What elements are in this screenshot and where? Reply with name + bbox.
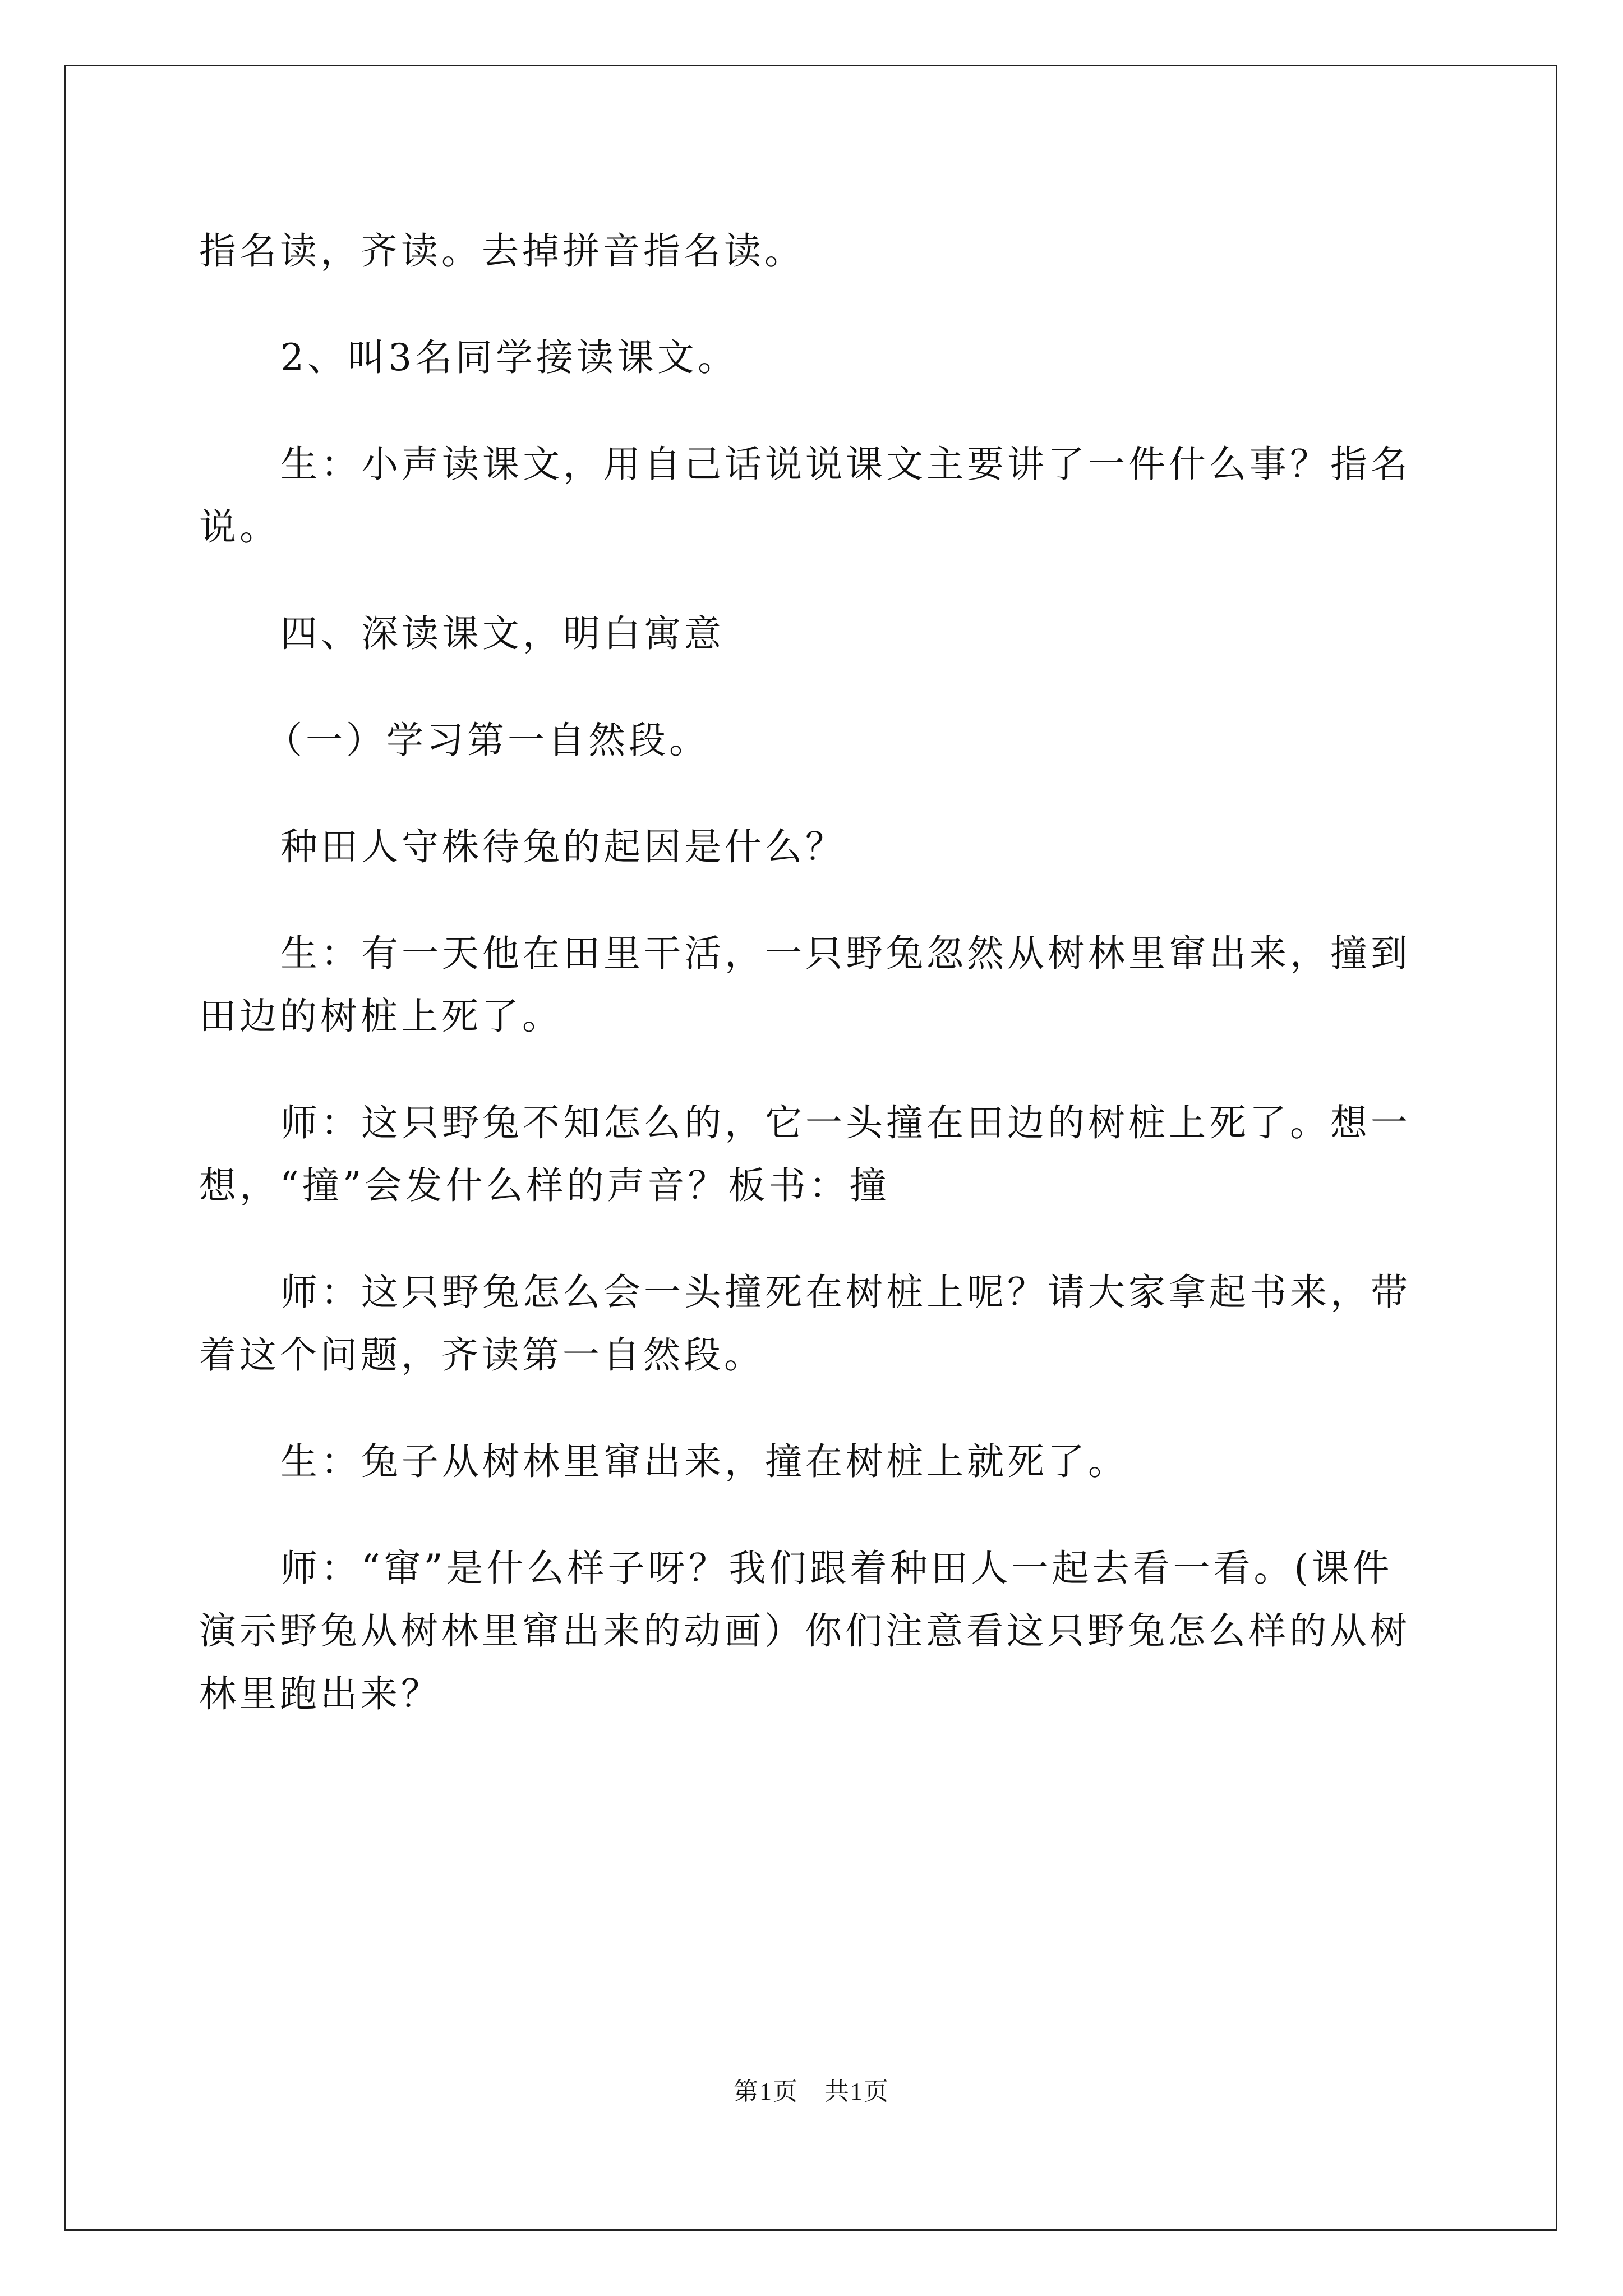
paragraph-line: 生：有一天他在田里干活，一只野兔忽然从树林里窜出来，撞到 xyxy=(280,932,1411,975)
paragraph-line: 想，“撞”会发什么样的声音？板书：撞 xyxy=(199,1164,890,1207)
paragraph-line: 师：“窜”是什么样子呀？我们跟着种田人一起去看一看。(课件 xyxy=(280,1547,1393,1590)
paragraph-line: 说。 xyxy=(199,505,280,549)
section-heading: 四、深读课文，明白寓意 xyxy=(280,612,725,655)
paragraph-line: 种田人守株待兔的起因是什么？ xyxy=(280,825,846,868)
paragraph-line: 2、叫3名同学接读课文。 xyxy=(280,336,738,379)
paragraph-line: 指名读，齐读。去掉拼音指名读。 xyxy=(199,229,805,273)
document-body xyxy=(199,220,1433,1726)
paragraph-line: 师：这只野兔不知怎么的，它一头撞在田边的树桩上死了。想一 xyxy=(280,1101,1411,1144)
paragraph-line: 林里跑出来？ xyxy=(199,1672,441,1715)
paragraph-line: 生：兔子从树林里窜出来，撞在树桩上就死了。 xyxy=(280,1440,1128,1483)
paragraph-line: 着这个问题，齐读第一自然段。 xyxy=(199,1333,764,1377)
paragraph-line: 田边的树桩上死了。 xyxy=(199,995,562,1038)
page-number-footer: 第1页 共1页 xyxy=(734,2078,889,2105)
paragraph-line: 演示野兔从树林里窜出来的动画）你们注意看这只野兔怎么样的从树 xyxy=(199,1609,1410,1653)
paragraph-line: 生：小声读课文，用自己话说说课文主要讲了一件什么事？指名 xyxy=(280,443,1411,486)
subsection-heading: （一）学习第一自然段。 xyxy=(265,719,709,762)
paragraph-line: 师：这只野兔怎么会一头撞死在树桩上呢？请大家拿起书来，带 xyxy=(280,1271,1411,1314)
